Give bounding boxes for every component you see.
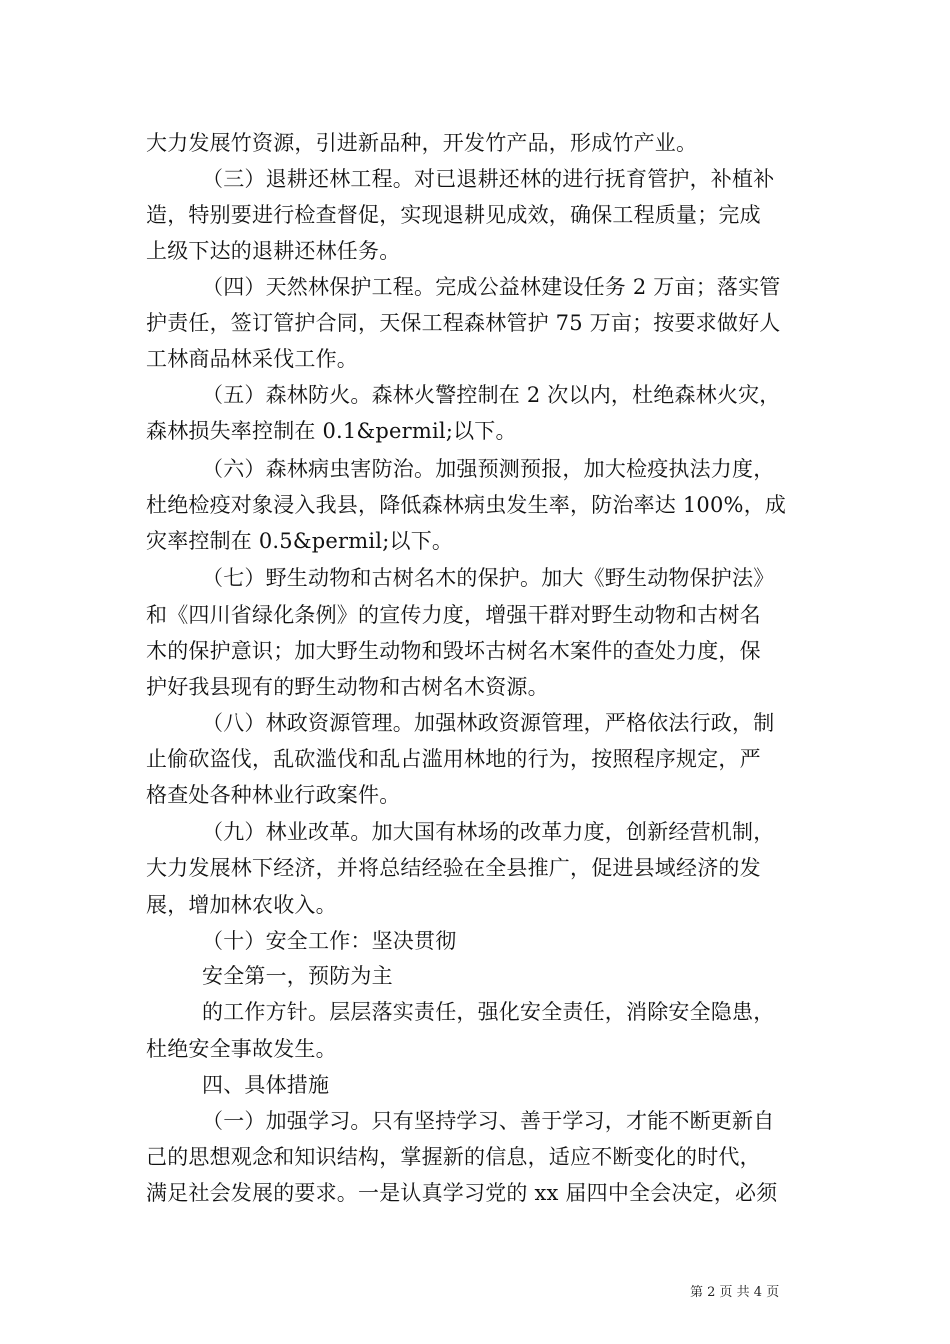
text-line: 森林损失率控制在 0.1&permil;以下。 <box>146 419 517 443</box>
text-line: 安全第一，预防为主 <box>202 964 393 988</box>
text-line: （七）野生动物和古树名木的保护。加大《野生动物保护法》 <box>202 566 775 590</box>
text-line: （九）林业改革。加大国有林场的改革力度，创新经营机制， <box>202 820 775 844</box>
text-line: 满足社会发展的要求。一是认真学习党的 xx 届四中全会决定，必须 <box>146 1181 778 1205</box>
text-line: 造，特别要进行检查督促，实现退耕见成效，确保工程质量；完成 <box>146 203 761 227</box>
text-line: 木的保护意识；加大野生动物和毁坏古树名木案件的查处力度，保 <box>146 639 761 663</box>
text-line: 护好我县现有的野生动物和古树名木资源。 <box>146 675 549 699</box>
section-heading: 四、具体措施 <box>202 1073 330 1097</box>
text-line: 杜绝检疫对象浸入我县，降低森林病虫发生率，防治率达 100%，成 <box>146 493 787 517</box>
text-line: 上级下达的退耕还林任务。 <box>146 239 401 263</box>
text-line: 大力发展竹资源，引进新品种，开发竹产品，形成竹产业。 <box>146 131 698 155</box>
text-line: 展，增加林农收入。 <box>146 893 337 917</box>
text-line: 格查处各种林业行政案件。 <box>146 783 401 807</box>
text-line: 护责任，签订管护合同，天保工程森林管护 75 万亩；按要求做好人 <box>146 311 781 335</box>
text-line: 止偷砍盗伐，乱砍滥伐和乱占滥用林地的行为，按照程序规定，严 <box>146 747 761 771</box>
text-line: 灾率控制在 0.5&permil;以下。 <box>146 529 454 553</box>
text-line: （三）退耕还林工程。对已退耕还林的进行抚育管护，补植补 <box>202 167 775 191</box>
text-line: 己的思想观念和知识结构，掌握新的信息，适应不断变化的时代， <box>146 1145 761 1169</box>
text-line: 和《四川省绿化条例》的宣传力度，增强干群对野生动物和古树名 <box>146 603 761 627</box>
text-line: 工林商品林采伐工作。 <box>146 347 358 371</box>
text-line: （八）林政资源管理。加强林政资源管理，严格依法行政，制 <box>202 711 775 735</box>
page-number: 第 2 页 共 4 页 <box>690 1285 780 1300</box>
text-line: （十）安全工作：坚决贯彻 <box>202 929 457 953</box>
text-line: 大力发展林下经济，并将总结经验在全县推广，促进县域经济的发 <box>146 856 761 880</box>
text-line: （一）加强学习。只有坚持学习、善于学习，才能不断更新自 <box>202 1109 775 1133</box>
text-line: （六）森林病虫害防治。加强预测预报，加大检疫执法力度， <box>202 457 775 481</box>
text-line: （五）森林防火。森林火警控制在 2 次以内，杜绝森林火灾， <box>202 383 781 407</box>
text-line: （四）天然林保护工程。完成公益林建设任务 2 万亩；落实管 <box>202 275 781 299</box>
text-line: 的工作方针。层层落实责任，强化安全责任，消除安全隐患， <box>202 1000 775 1024</box>
text-line: 杜绝安全事故发生。 <box>146 1037 337 1061</box>
